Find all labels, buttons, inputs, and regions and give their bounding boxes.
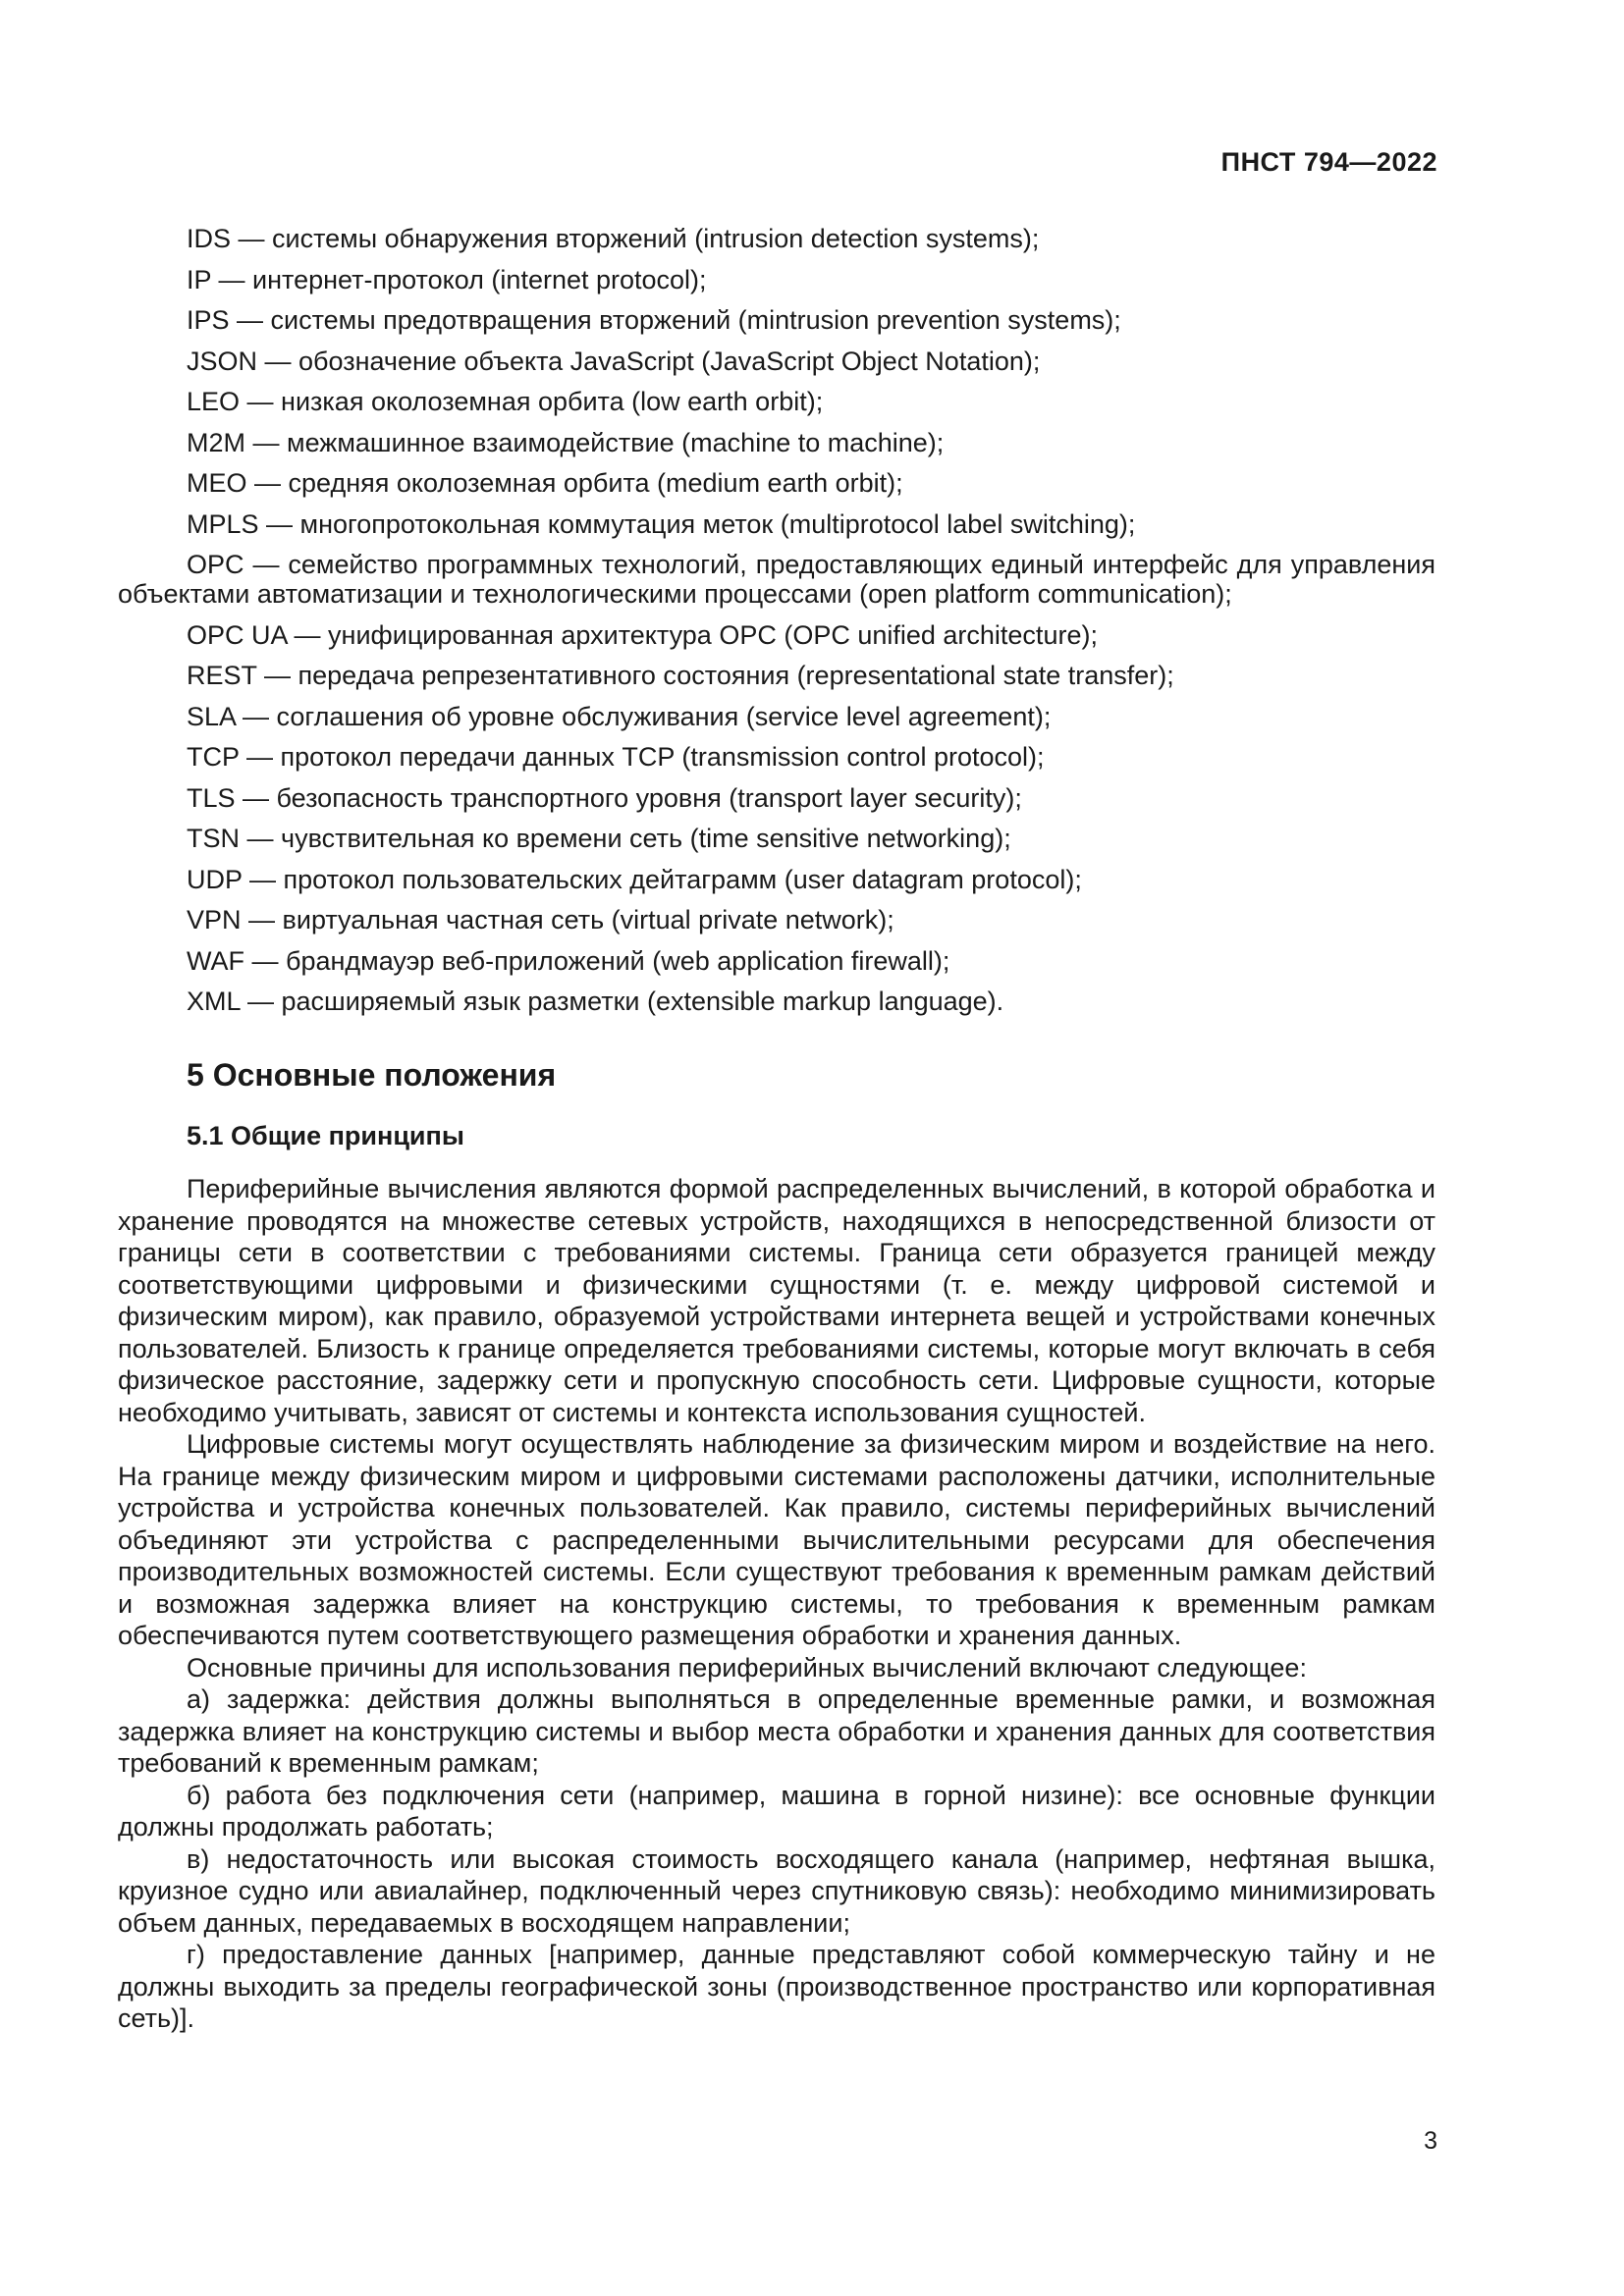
abbreviation-item: IPS — системы предотвращения вторжений (mintrusion prevention systems); (187, 305, 1121, 335)
body-paragraph: Основные причины для использования периферийных вычислений включают следующее: (187, 1652, 1307, 1682)
page-content (118, 224, 1435, 2035)
abbreviation-item: JSON — обозначение объекта JavaScript (JavaScript Object Notation); (187, 346, 1041, 376)
section-title: 5 Основные положения (187, 1057, 557, 1093)
abbreviation-item: M2M — межмашинное взаимодействие (machine to machine); (187, 427, 945, 457)
abbreviations-list (118, 224, 1435, 1016)
abbreviation-item: VPN — виртуальная частная сеть (virtual private network); (187, 905, 894, 934)
abbreviation-item: OPC UA — унифицированная архитектура OPC (OPC unified architecture); (187, 619, 1098, 650)
abbreviation-item: TSN — чувствительная ко времени сеть (time sensitive networking); (187, 824, 1011, 853)
abbreviation-item: OPC — семейство программных технологий, предоставляющих единый интерфейс для управления объектами автоматизации и технологическими процессами (open platform communication); (118, 550, 1435, 609)
list-item-v: в) недостаточность или высокая стоимость восходящего канала (например, нефтяная вышка, круизное судно или авиалайнер, подключенный через спутниковую связь): необходимо минимизировать объем данных, передаваемых в восходящем направлении; (118, 1843, 1435, 1938)
abbreviation-item: WAF — брандмауэр веб-приложений (web application firewall); (187, 945, 950, 976)
abbreviation-item: SLA — соглашения об уровне обслуживания (service level agreement); (187, 701, 1052, 731)
subsection-title: 5.1 Общие принципы (187, 1121, 464, 1150)
abbreviation-item: XML — расширяемый язык разметки (extensible markup language). (187, 987, 1004, 1016)
page-number: 3 (1424, 2127, 1437, 2155)
section-body (118, 1173, 1435, 2035)
list-item-a: а) задержка: действия должны выполняться в определенные временные рамки, и возможная задержка влияет на конструкцию системы и выбор места обработки и хранения данных для соответствия требований к временным рамкам; (118, 1684, 1435, 1778)
abbreviation-item: IDS — системы обнаружения вторжений (intrusion detection systems); (187, 224, 1040, 253)
abbreviation-item: TLS — безопасность транспортного уровня (transport layer security); (187, 782, 1022, 813)
abbreviation-item: UDP — протокол пользовательских дейтаграмм (user datagram protocol); (187, 864, 1082, 894)
abbreviation-item: MPLS — многопротокольная коммутация меток (multiprotocol label switching); (187, 508, 1136, 539)
body-paragraph: Цифровые системы могут осуществлять наблюдение за физическим миром и воздействие на него. На границе между физическим миром и цифровыми системами расположены датчики, исполнительные устройства и устройства конечных пользователей. Как правило, системы периферийных вычислений объединяют эти устройства с распределенными вычислительными ресурсами для обеспечения производительных возможностей системы. Если существуют требования к временным рамкам действий и возможная задержка влияет на конструкцию системы, то требования к временным рамкам обеспечиваются путем соответствующего размещения обработки и хранения данных. (118, 1429, 1435, 1650)
body-paragraph: Периферийные вычисления являются формой распределенных вычислений, в которой обработка и хранение проводятся на множестве сетевых устройств, находящихся в непосредственной близости от границы сети в соответствии с требованиями системы. Граница сети образуется границей между соответствующими цифровыми и физическими сущностями (т. е. между цифровой системой и физическим миром), как правило, образуемой устройствами интернета вещей и устройствами конечных пользователей. Близость к границе определяется требованиями системы, которые могут включать в себя физическое расстояние, задержку сети и пропускную способность сети. Цифровые сущности, которые необходимо учитывать, зависят от системы и контекста использования сущностей. (118, 1174, 1435, 1427)
document-number-header: ПНСТ 794—2022 (1220, 147, 1437, 177)
list-item-b: б) работа без подключения сети (например, машина в горной низине): все основные функции должны продолжать работать; (118, 1780, 1435, 1842)
abbreviation-item: IP — интернет-протокол (internet protocol); (187, 264, 707, 294)
abbreviation-item: MEO — средняя околоземная орбита (medium earth orbit); (187, 468, 903, 498)
list-item-g: г) предоставление данных [например, данные представляют собой коммерческую тайну и не должны выходить за пределы географической зоны (производственное пространство или корпоративная сеть)]. (118, 1940, 1435, 2033)
abbreviation-item: REST — передача репрезентативного состояния (representational state transfer); (187, 661, 1174, 690)
abbreviation-item: LEO — низкая околоземная орбита (low earth orbit); (187, 387, 824, 416)
abbreviation-item: TCP — протокол передачи данных TCP (transmission control protocol); (187, 742, 1045, 772)
